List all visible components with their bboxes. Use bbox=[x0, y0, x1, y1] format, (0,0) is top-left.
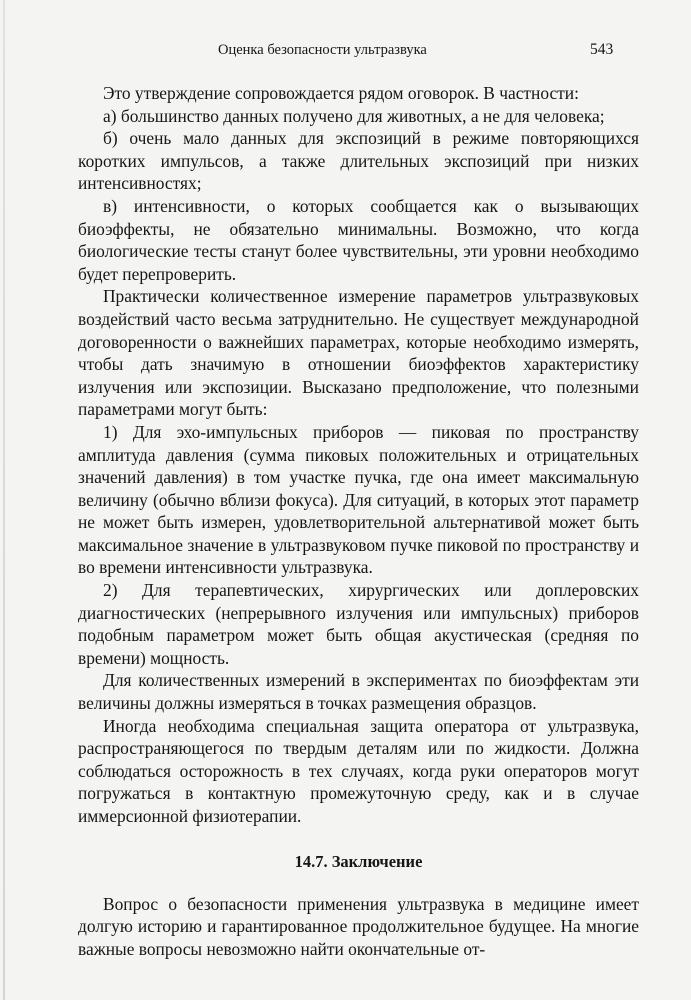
paragraph-measurement: Практически количественное измерение параметров ультразвуковых воздействий часто весьма затруднительно. Не существует международной договоренности о важнейших параметрах, которые необходимо измерять, чтобы дать значимую в отношении биоэффектов характеристику излучения или экспозиции. Высказано предположение, что полезными параметрами могут быть: bbox=[78, 286, 639, 420]
parameter-item-1: 1) Для эхо-импульсных приборов — пиковая по пространству амплитуда давления (сумма пиковых положительных и отрицательных значений давления) в том участке пучка, где она имеет максимальную величину (обычно вблизи фокуса). Для ситуаций, в которых этот параметр не может быть измерен, удовлетворительной альтернативой может быть максимальное значение в ультразвуковом пучке пиковой по пространству и во времени интенсивности ультразвука. bbox=[78, 421, 639, 578]
page-edge-shadow bbox=[3, 0, 5, 1000]
paragraph-caveats-intro: Это утверждение сопровождается рядом оговорок. В частности: bbox=[103, 83, 579, 103]
caveat-a: а) большинство данных получено для животных, а не для человека; bbox=[103, 105, 605, 126]
section-heading: 14.7. Заключение bbox=[294, 851, 423, 871]
paragraph-operator-protection: Иногда необходима специальная защита оператора от ультразвука, распространяющегося по твердым деталям или по жидкости. Должна соблюдаться осторожность в тех случаях, когда руки операторов могут погружаться в контактную промежуточную среду, как и в случае иммерсионной физиотерапии. bbox=[78, 715, 639, 826]
caveat-c: в) интенсивности, о которых сообщается как о вызывающих биоэффекты, не обязательно минимальны. Возможно, что когда биологические тесты станут более чувствительны, эти уровни необходимо будет перепроверить. bbox=[78, 195, 639, 284]
caveat-b: б) очень мало данных для экспозиций в режиме повторяющихся коротких импульсов, а также длительных экспозиций при низких интенсивностях; bbox=[78, 128, 639, 194]
parameter-item-2: 2) Для терапевтических, хирургических или доплеровских диагностических (непрерывного излучения или импульсных) приборов подобным параметром может быть общая акустическая (средняя по времени) мощность. bbox=[78, 580, 639, 668]
page-body bbox=[78, 82, 639, 960]
paragraph-conclusion: Вопрос о безопасности применения ультразвука в медицине имеет долгую историю и гарантированное продолжительное будущее. На многие важные вопросы невозможно найти окончательные от- bbox=[78, 893, 639, 959]
running-title: Оценка безопасности ультразвука bbox=[218, 42, 427, 58]
paragraph-bioeffect-measurements: Для количественных измерений в экспериментах по биоэффектам эти величины должны измеряться в точках размещения образцов. bbox=[78, 670, 639, 714]
page-number: 543 bbox=[590, 41, 614, 58]
